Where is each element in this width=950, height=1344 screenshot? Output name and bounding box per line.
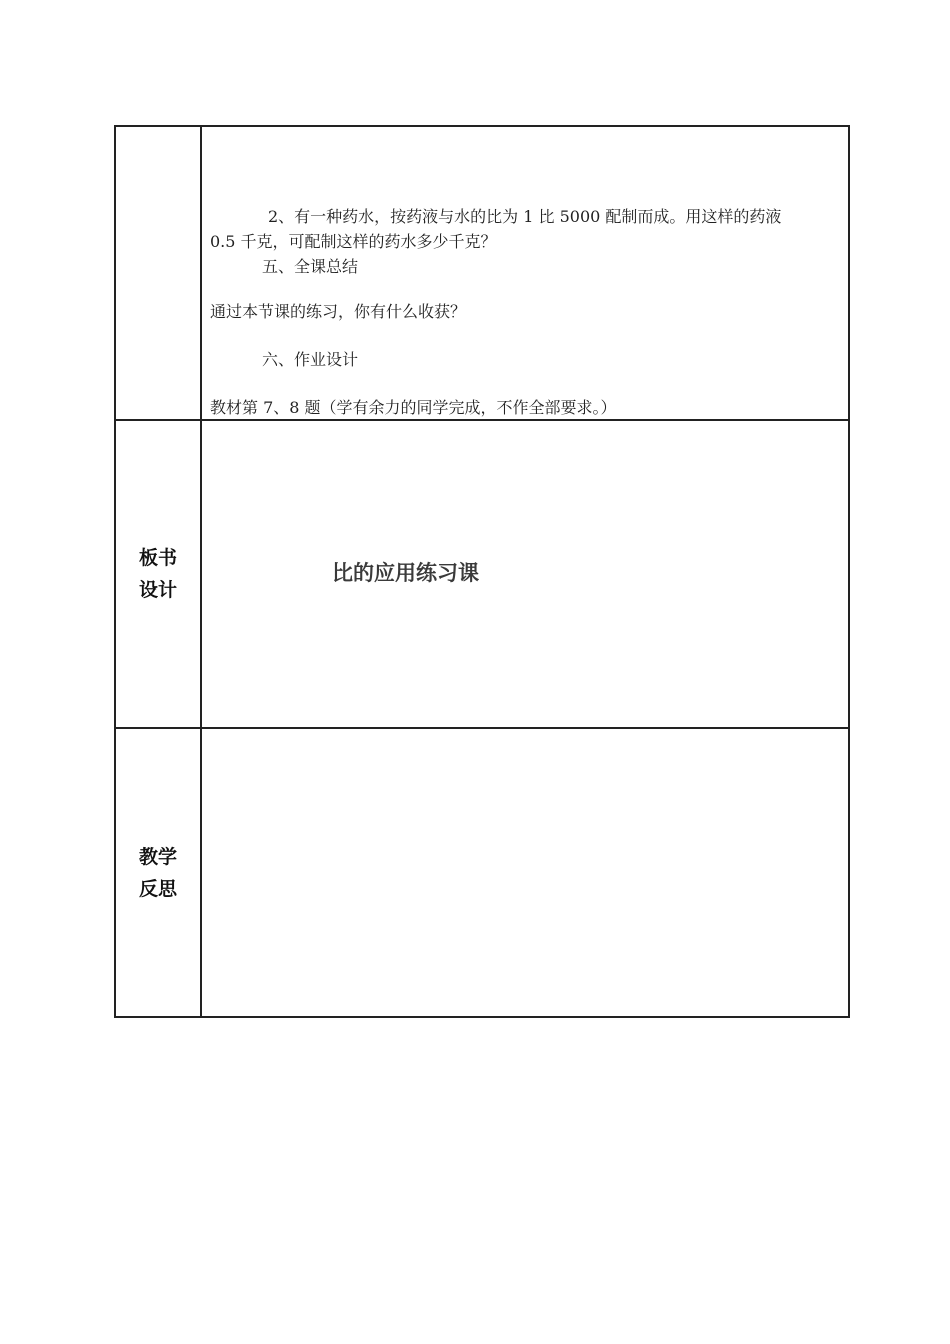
reflection-content: [201, 728, 849, 1017]
summary-heading: 五、全课总结: [262, 257, 359, 276]
process-label-cell: [115, 126, 201, 420]
board-label-line-2: 设计: [138, 579, 177, 601]
reflection-label-line-2: 反思: [138, 877, 177, 900]
reflection-label: [115, 728, 201, 1017]
exercise-2-line-1: 2、有一种药水，按药液与水的比为 1 比 5000 配制而成。用这样的药液: [268, 207, 782, 226]
board-design-row: [115, 420, 849, 728]
board-label-line-1: 板书: [138, 547, 177, 569]
homework-heading: 六、作业设计: [262, 350, 359, 369]
reflection-row: [115, 728, 849, 1017]
board-design-label: [115, 420, 201, 728]
reflection-label-line-1: 教学: [138, 845, 177, 868]
teaching-process-row: [115, 126, 849, 420]
homework-text: 教材第 7、8 题（学有余力的同学完成，不作全部要求。）: [210, 398, 617, 417]
exercise-2-line-2: 0.5 千克，可配制这样的药水多少千克？: [210, 232, 497, 251]
board-design-content: [201, 420, 849, 728]
lesson-plan-table: [114, 125, 850, 1018]
board-title: 比的应用练习课: [332, 561, 479, 585]
summary-text: 通过本节课的练习，你有什么收获？: [210, 302, 467, 321]
process-content-cell: [201, 126, 849, 420]
